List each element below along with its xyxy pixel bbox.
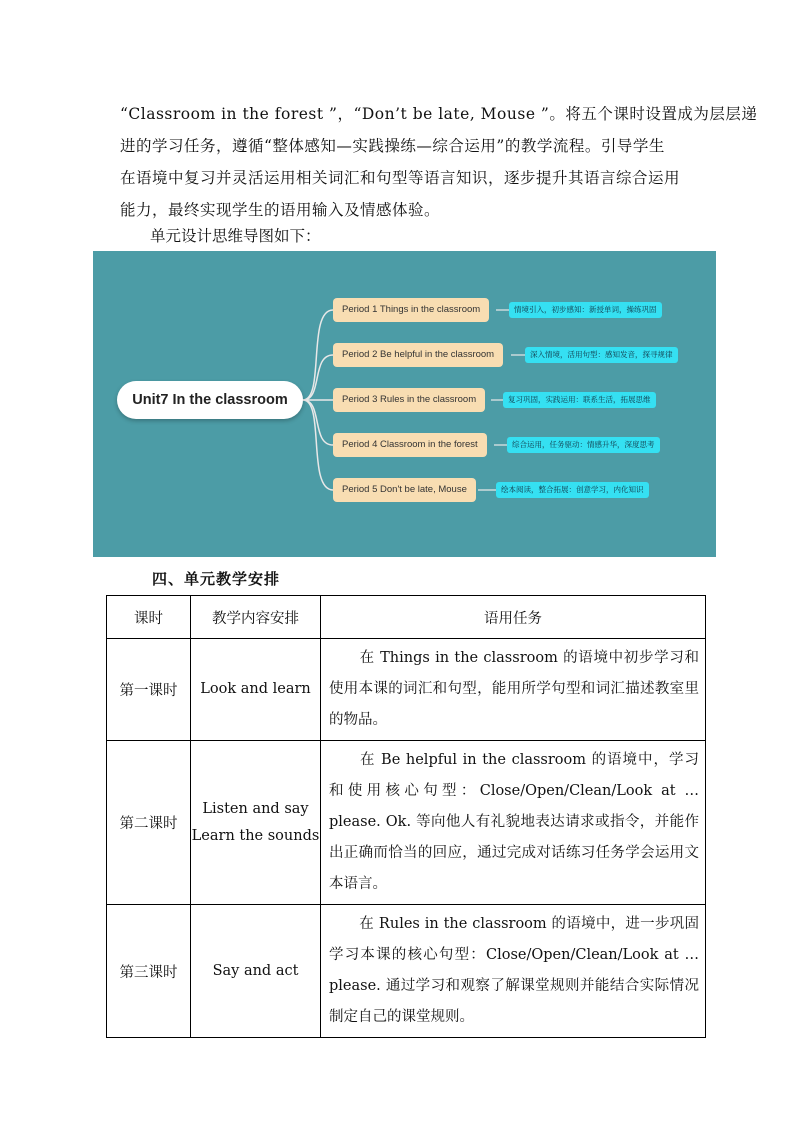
- content-cell: [191, 639, 321, 741]
- period-4-note: 综合运用，任务驱动：情感升华，深度思考: [507, 437, 660, 453]
- content-line: Look and learn: [200, 681, 311, 697]
- content-cell: [191, 741, 321, 905]
- mindmap-root: Unit7 In the classroom: [117, 381, 303, 419]
- header-task: 语用任务: [321, 596, 706, 639]
- task-text: 在 Rules in the classroom 的语境中，进一步巩固学习本课的核心句型：Close/Open/Clean/Look at … please. 通过学习和观察了解课堂规则并能结合实际情况制定自己的课堂规则。: [329, 916, 699, 1025]
- task-text: 在 Be helpful in the classroom 的语境中，学习和使用核心句型：Close/Open/Clean/Look at … please. Ok. 等向他人有礼貌地表达请求或指令，并能作出正确而恰当的回应，通过完成对话练习任务学会运用文本语言。: [329, 752, 699, 892]
- intro-line: “Classroom in the forest ”，“Don’t be late, Mouse ”。将五个课时设置成为层层递: [120, 105, 758, 123]
- task-cell: [321, 905, 706, 1038]
- table-row: [107, 741, 706, 905]
- lesson-cell: 第一课时: [107, 639, 191, 741]
- content-line: Say and act: [212, 962, 299, 979]
- intro-paragraph: [120, 98, 758, 226]
- task-text: 在 Things in the classroom 的语境中初步学习和使用本课的词汇和句型，能用所学句型和词汇描述教室里的物品。: [329, 650, 699, 728]
- task-cell: [321, 639, 706, 741]
- content-cell: [191, 905, 321, 1038]
- period-5-note: 绘本阅读，整合拓展：创意学习，内化知识: [496, 482, 649, 498]
- period-3-node: Period 3 Rules in the classroom: [333, 388, 485, 412]
- mindmap-figure: [93, 251, 716, 557]
- teaching-plan-table: [106, 595, 706, 1038]
- intro-line: 能力，最终实现学生的语用输入及情感体验。: [120, 201, 441, 219]
- period-1-node: Period 1 Things in the classroom: [333, 298, 489, 322]
- period-2-note: 深入情境，活用句型：感知发音，探寻规律: [525, 347, 678, 363]
- content-line: Learn the sounds: [191, 827, 320, 844]
- period-1-note: 情境引入，初步感知：新授单词，操练巩固: [509, 302, 662, 318]
- lesson-cell: 第二课时: [107, 741, 191, 905]
- intro-line: 进的学习任务，遵循“整体感知—实践操练—综合运用”的教学流程。引导学生: [120, 137, 665, 155]
- table-row: [107, 905, 706, 1038]
- task-cell: [321, 741, 706, 905]
- period-5-node: Period 5 Don't be late, Mouse: [333, 478, 476, 502]
- mindmap-caption: 单元设计思维导图如下：: [150, 227, 321, 245]
- header-lesson: 课时: [107, 596, 191, 639]
- period-3-note: 复习巩固，实践运用：联系生活，拓展思维: [503, 392, 656, 408]
- content-line: Listen and say: [202, 800, 309, 817]
- lesson-cell: 第三课时: [107, 905, 191, 1038]
- table-row: [107, 639, 706, 741]
- section-heading: 四、单元教学安排: [152, 570, 281, 588]
- period-4-node: Period 4 Classroom in the forest: [333, 433, 487, 457]
- header-content: 教学内容安排: [191, 596, 321, 639]
- table-header-row: [107, 596, 706, 639]
- period-2-node: Period 2 Be helpful in the classroom: [333, 343, 503, 367]
- intro-line: 在语境中复习并灵活运用相关词汇和句型等语言知识，逐步提升其语言综合运用: [120, 169, 681, 187]
